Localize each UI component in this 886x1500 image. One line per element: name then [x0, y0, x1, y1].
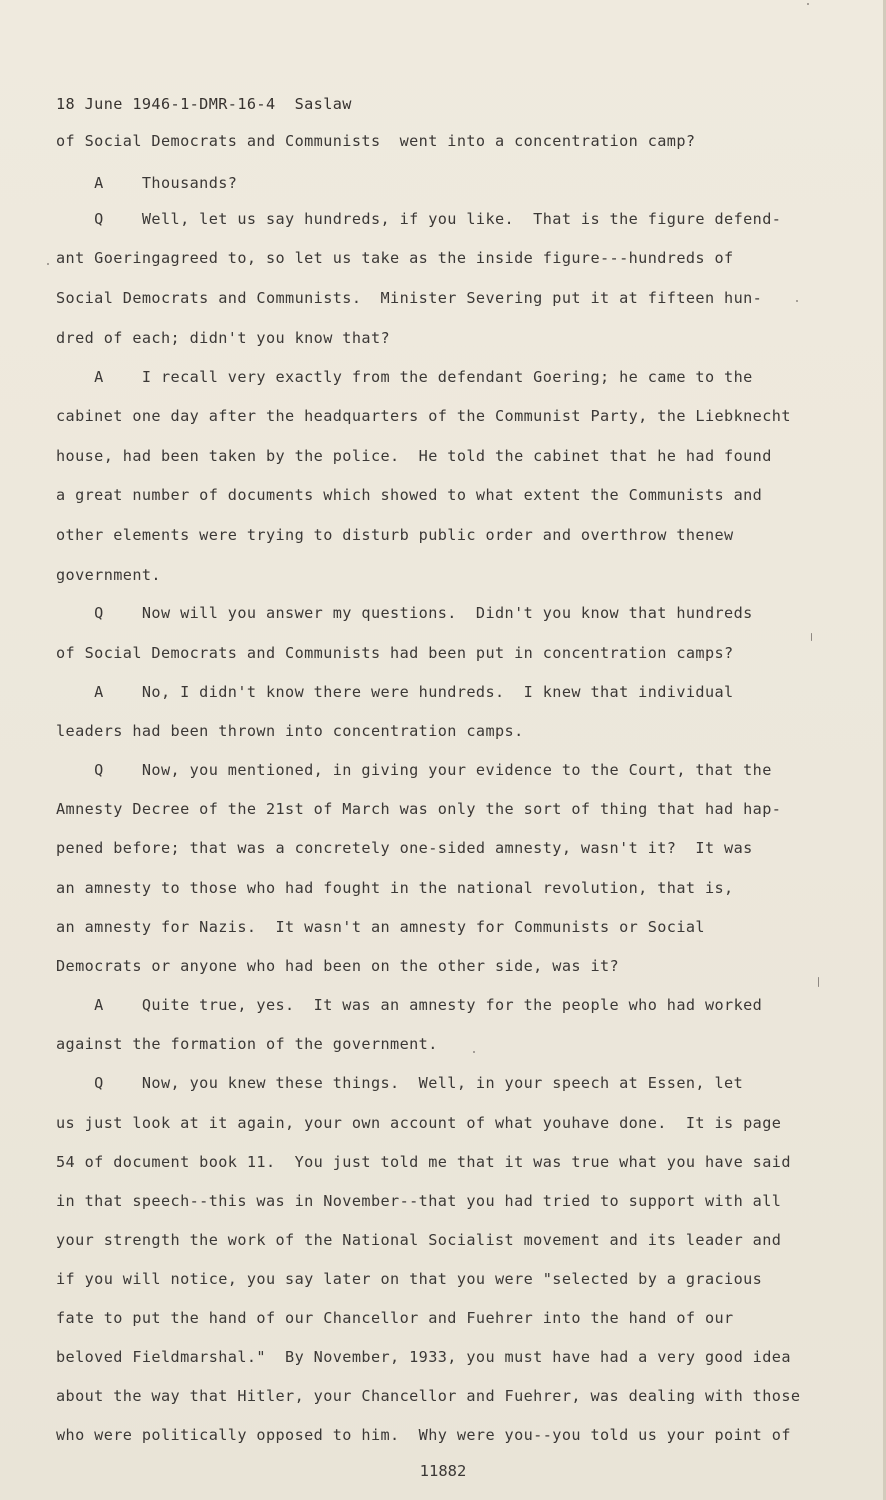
text-line: other elements were trying to disturb public order and overthrow thenew: [56, 526, 734, 544]
text-line: cabinet one day after the headquarters of the Communist Party, the Liebknecht: [56, 407, 791, 425]
text-line: an amnesty to those who had fought in the national revolution, that is,: [56, 879, 734, 897]
paper-speck: [796, 300, 798, 302]
text-line: Q Now will you answer my questions. Didn't you know that hundreds: [56, 604, 753, 622]
text-line: fate to put the hand of our Chancellor and Fuehrer into the hand of our: [56, 1309, 734, 1327]
text-line: of Social Democrats and Communists had been put in concentration camps?: [56, 644, 734, 662]
text-line: A No, I didn't know there were hundreds. I knew that individual: [56, 683, 734, 701]
text-line: pened before; that was a concretely one-sided amnesty, wasn't it? It was: [56, 839, 753, 857]
text-line: dred of each; didn't you know that?: [56, 329, 391, 347]
text-line: beloved Fieldmarshal." By November, 1933, you must have had a very good idea: [56, 1348, 791, 1366]
text-line: us just look at it again, your own account of what youhave done. It is page: [56, 1114, 782, 1132]
text-line: A Thousands?: [56, 174, 238, 192]
paper-speck: [473, 1051, 475, 1053]
page-number: 11882: [419, 1462, 467, 1480]
paper-speck: [818, 977, 819, 987]
text-line: your strength the work of the National Socialist movement and its leader and: [56, 1231, 782, 1249]
text-line: about the way that Hitler, your Chancellor and Fuehrer, was dealing with those: [56, 1387, 801, 1405]
text-line: who were politically opposed to him. Why were you--you told us your point of: [56, 1426, 791, 1444]
text-line: house, had been taken by the police. He told the cabinet that he had found: [56, 447, 772, 465]
text-line: government.: [56, 566, 161, 584]
header-line: 18 June 1946-1-DMR-16-4 Saslaw: [56, 95, 352, 113]
text-line: Amnesty Decree of the 21st of March was only the sort of thing that had hap-: [56, 800, 782, 818]
text-line: against the formation of the government.: [56, 1035, 438, 1053]
text-line: A Quite true, yes. It was an amnesty for the people who had worked: [56, 996, 763, 1014]
text-line: in that speech--this was in November--that you had tried to support with all: [56, 1192, 782, 1210]
text-line: leaders had been thrown into concentration camps.: [56, 722, 524, 740]
paper-speck: [811, 633, 812, 641]
text-line: 54 of document book 11. You just told me that it was true what you have said: [56, 1153, 791, 1171]
text-line: Q Now, you knew these things. Well, in your speech at Essen, let: [56, 1074, 744, 1092]
text-line: Democrats or anyone who had been on the other side, was it?: [56, 957, 620, 975]
paper-speck: [47, 263, 49, 265]
text-line: an amnesty for Nazis. It wasn't an amnesty for Communists or Social: [56, 918, 705, 936]
text-line: Q Well, let us say hundreds, if you like. That is the figure defend-: [56, 210, 782, 228]
paper-speck: [807, 3, 809, 5]
text-line: a great number of documents which showed to what extent the Communists and: [56, 486, 763, 504]
text-line: of Social Democrats and Communists went into a concentration camp?: [56, 132, 696, 150]
text-line: Q Now, you mentioned, in giving your evidence to the Court, that the: [56, 761, 772, 779]
text-line: if you will notice, you say later on that you were "selected by a gracious: [56, 1270, 763, 1288]
text-line: ant Goeringagreed to, so let us take as the inside figure---hundreds of: [56, 249, 734, 267]
text-line: Social Democrats and Communists. Minister Severing put it at fifteen hun-: [56, 289, 763, 307]
text-line: A I recall very exactly from the defendant Goering; he came to the: [56, 368, 753, 386]
